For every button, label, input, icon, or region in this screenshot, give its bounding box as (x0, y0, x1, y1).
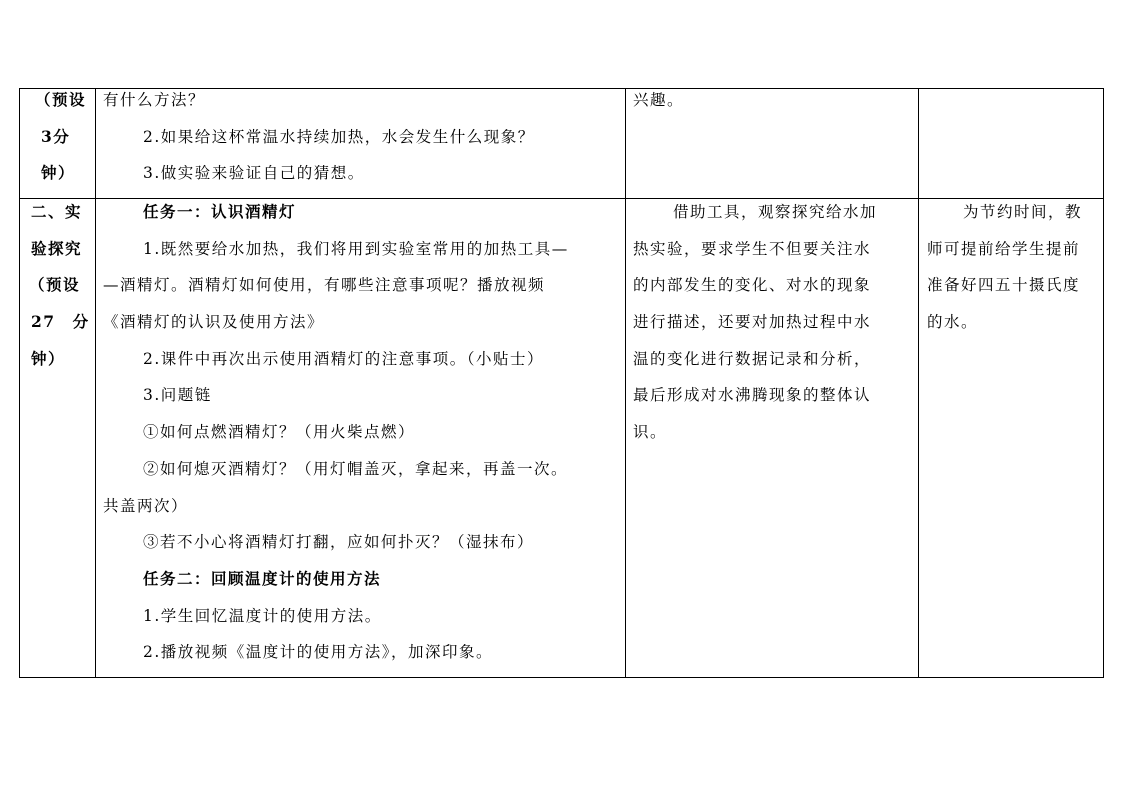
task-heading: 任务二：回顾温度计的使用方法 (143, 568, 382, 588)
row1-activity-line: 2.如果给这杯常温水持续加热，水会发生什么现象？ (143, 127, 535, 146)
row2-intent-line: 的内部发生的变化、对水的现象 (633, 276, 872, 295)
row2-stage-cell (29, 194, 91, 377)
row2-note-line: 的水。 (927, 313, 979, 332)
row2-activity-line: 3.问题链 (143, 386, 212, 405)
row1-stage-line: （预设 (35, 90, 87, 109)
row2-stage-line: 二、实 (31, 202, 83, 221)
table-column-divider (625, 88, 626, 678)
row1-stage-line: 3分 (41, 126, 71, 146)
row1-activity-line: 3.做实验来验证自己的猜想。 (143, 164, 365, 183)
row2-activity-line: 2.播放视频《温度计的使用方法》，加深印象。 (143, 643, 494, 662)
row2-stage-line: 钟） (31, 348, 66, 368)
row2-activity-line: 1.既然要给水加热，我们将用到实验室常用的加热工具— (143, 239, 569, 258)
table-border-bottom (19, 677, 1104, 678)
row2-intent-line: 借助工具，观察探究给水加 (673, 203, 878, 221)
table-column-divider (95, 88, 96, 678)
row1-activity-cell (103, 82, 623, 192)
row2-activity-line: 2.课件中再次出示使用酒精灯的注意事项。（小贴士） (143, 349, 545, 368)
table-border-right (1103, 88, 1104, 678)
lesson-plan-table (19, 88, 1104, 678)
row2-intent-line: 温的变化进行数据记录和分析， (633, 349, 872, 368)
row2-activity-line: 共盖两次） (103, 496, 189, 515)
row2-activity-line: ②如何熄灭酒精灯？（用灯帽盖灭，拿起来，再盖一次。 (143, 459, 569, 478)
row2-activity-line: 《酒精灯的认识及使用方法》 (103, 313, 325, 332)
row1-activity-line: 有什么方法？ (103, 91, 206, 109)
row2-intent-cell (633, 194, 913, 451)
row2-stage-line: （预设 (29, 275, 81, 295)
row2-intent-line: 进行描述，还要对加热过程中水 (633, 313, 872, 332)
row2-intent-line: 热实验，要求学生不但要关注水 (633, 239, 872, 258)
row2-note-line: 师可提前给学生提前 (927, 239, 1081, 258)
row2-intent-line: 最后形成对水沸腾现象的整体认 (633, 386, 872, 405)
row2-stage-line: 验探究 (31, 238, 83, 258)
row2-activity-cell (103, 194, 623, 671)
row2-activity-line: ③若不小心将酒精灯打翻，应如何扑灭？（湿抹布） (143, 533, 535, 552)
row1-intent-cell (633, 82, 913, 119)
row2-intent-line: 识。 (633, 423, 668, 442)
row2-note-line: 准备好四五十摄氏度 (927, 276, 1081, 295)
row2-stage-line: 27 分 (31, 312, 90, 332)
row2-note-cell (927, 194, 1101, 341)
row2-activity-line: —酒精灯。酒精灯如何使用，有哪些注意事项呢？播放视频 (103, 276, 546, 295)
table-column-divider (918, 88, 919, 678)
task-heading: 任务一：认识酒精灯 (143, 202, 297, 221)
row1-stage-cell (29, 82, 91, 192)
row1-stage-line: 钟） (41, 163, 76, 183)
row2-activity-line: ①如何点燃酒精灯？（用火柴点燃） (143, 423, 416, 442)
row2-activity-line: 1.学生回忆温度计的使用方法。 (143, 606, 382, 625)
row1-intent-line: 兴趣。 (633, 91, 685, 109)
row2-note-line: 为节约时间，教 (963, 203, 1083, 221)
table-border-left (19, 88, 20, 678)
